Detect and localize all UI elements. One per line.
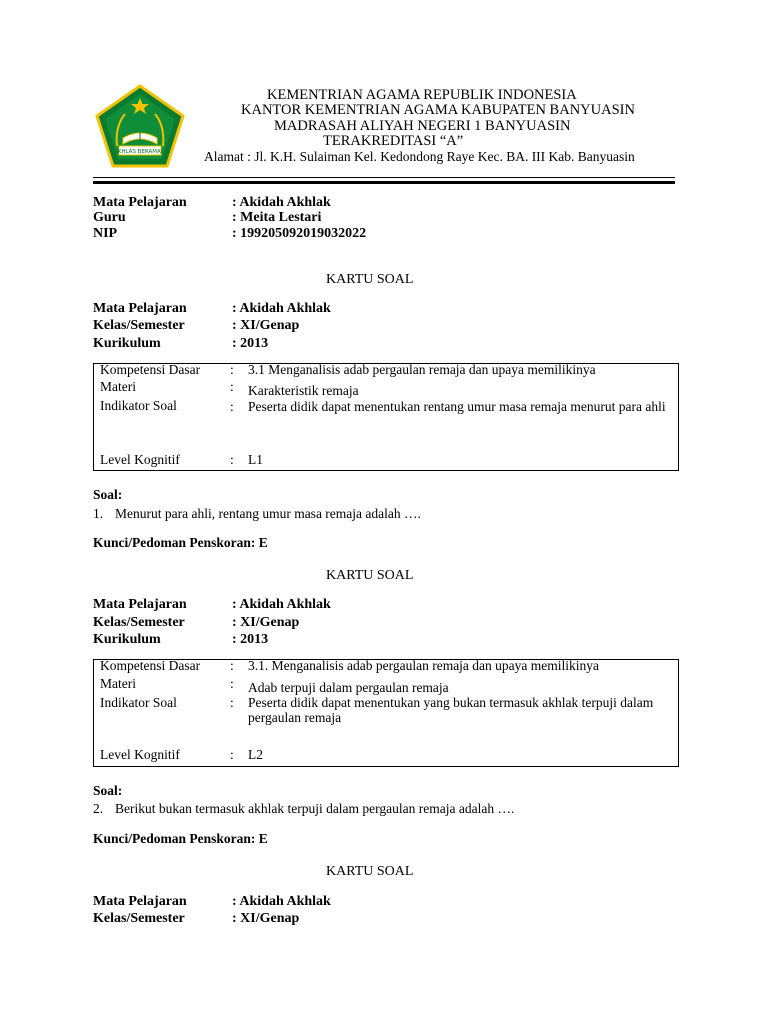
card-2-soal-number: 2. [93,801,104,816]
info-mapel-label: Mata Pelajaran [93,195,187,210]
card-1-soal-label: Soal: [93,487,123,502]
header-divider [93,177,675,178]
card-1-kelas-value: : XI/Genap [232,318,300,333]
card-1-table [93,363,679,471]
card-2-indikator-colon: : [230,695,234,710]
card-1-kd-value: 3.1 Menganalisis adab pergaulan remaja dan upaya memilikinya [248,362,596,377]
svg-text:IKHLAS BERAMAL: IKHLAS BERAMAL [116,149,164,155]
card-1-materi-label: Materi [100,379,136,394]
card-1-indikator-value: Peserta didik dapat menentukan rentang umur masa remaja menurut para ahli [248,399,666,414]
card-1-materi-colon: : [230,379,234,394]
card-2-soal-text: Berikut bukan termasuk akhlak terpuji dalam pergaulan remaja adalah …. [115,801,515,816]
card-2-mapel-label: Mata Pelajaran [93,597,187,612]
card-2-title: KARTU SOAL [326,568,414,583]
header-accreditation: TERAKREDITASI “A” [323,133,464,149]
card-2-indikator-label: Indikator Soal [100,695,177,710]
card-1-indikator-colon: : [230,399,234,414]
card-3-kelas-value: : XI/Genap [232,911,300,926]
card-1-kelas-label: Kelas/Semester [93,318,185,333]
card-2-kelas-label: Kelas/Semester [93,615,185,630]
card-2-kunci: Kunci/Pedoman Penskoran: E [93,831,268,846]
card-1-level-colon: : [230,452,234,467]
card-3-title: KARTU SOAL [326,864,414,879]
card-2-materi-value: Adab terpuji dalam pergaulan remaja [248,680,449,695]
card-2-level-colon: : [230,747,234,762]
card-3-mapel-value: : Akidah Akhlak [232,894,331,909]
card-2-materi-label: Materi [100,676,136,691]
card-1-indikator-label: Indikator Soal [100,398,177,413]
card-1-kd-label: Kompetensi Dasar [100,362,201,377]
info-guru-value: : Meita Lestari [232,210,322,225]
card-1-kurikulum-label: Kurikulum [93,336,161,351]
card-2-kurikulum-value: : 2013 [232,632,269,647]
card-1-mapel-value: : Akidah Akhlak [232,301,331,316]
card-2-kd-label: Kompetensi Dasar [100,658,201,673]
info-mapel-value: : Akidah Akhlak [232,195,331,210]
card-1-title: KARTU SOAL [326,272,414,287]
header-office: KANTOR KEMENTRIAN AGAMA KABUPATEN BANYUASIN [241,102,635,118]
card-1-mapel-label: Mata Pelajaran [93,301,187,316]
header-school: MADRASAH ALIYAH NEGERI 1 BANYUASIN [274,118,571,134]
info-nip-label: NIP [93,226,118,241]
card-2-indikator-value: Peserta didik dapat menentukan yang bukan termasuk akhlak terpuji dalam pergaulan remaja [248,695,654,725]
card-2-level-value: L2 [248,747,263,762]
card-2-mapel-value: : Akidah Akhlak [232,597,331,612]
card-3-kelas-label: Kelas/Semester [93,911,185,926]
card-2-kurikulum-label: Kurikulum [93,632,161,647]
card-1-soal-number: 1. [93,506,104,521]
card-2-kd-value: 3.1. Menganalisis adab pergaulan remaja dan upaya memilikinya [248,658,600,673]
card-2-soal-label: Soal: [93,783,123,798]
card-2-kd-colon: : [230,658,234,673]
card-3-mapel-label: Mata Pelajaran [93,894,187,909]
card-1-kunci: Kunci/Pedoman Penskoran: E [93,535,268,550]
card-2-level-label: Level Kognitif [100,747,180,762]
card-1-kd-colon: : [230,362,234,377]
card-1-kurikulum-value: : 2013 [232,336,269,351]
card-2-kelas-value: : XI/Genap [232,615,300,630]
card-1-level-label: Level Kognitif [100,452,180,467]
header-address: Alamat : Jl. K.H. Sulaiman Kel. Kedondong Raye Kec. BA. III Kab. Banyuasin [204,149,635,164]
card-1-materi-value: Karakteristik remaja [248,383,359,398]
info-guru-label: Guru [93,210,126,225]
card-1-soal-text: Menurut para ahli, rentang umur masa remaja adalah …. [115,506,421,521]
card-2-materi-colon: : [230,676,234,691]
header-ministry: KEMENTRIAN AGAMA REPUBLIK INDONESIA [267,87,577,103]
header-divider-thick [93,181,675,184]
card-1-level-value: L1 [248,452,263,467]
info-nip-value: : 199205092019032022 [232,226,367,241]
kemenag-logo [95,84,185,168]
